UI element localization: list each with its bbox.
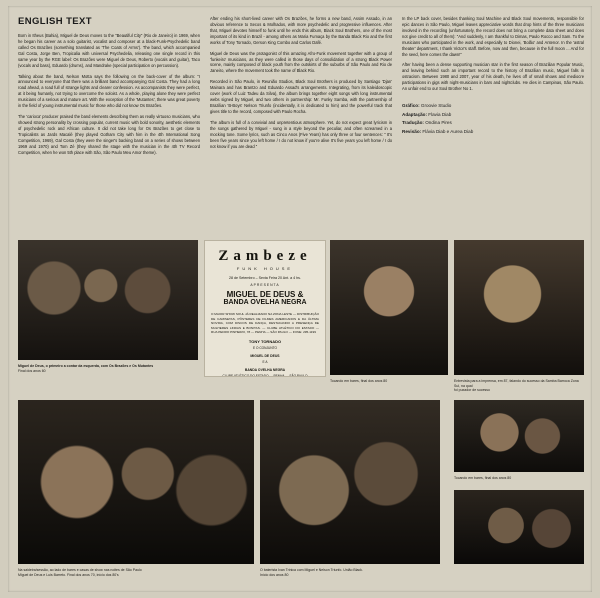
caption-line: Na saideira/sessão, ao lado de bares e casas de show nas noites de São Paulo [18, 568, 142, 572]
poster-date: 28 de Setembro – Sexta Feira 20 Ant. a 4 hs. [229, 276, 301, 280]
poster-sub-3: MIGUEL DE DEUS [250, 353, 280, 358]
sleeve-inner-panel [8, 6, 592, 592]
photo-bars-1 [330, 240, 448, 375]
caption-press [454, 379, 584, 393]
poster-venue: CLUBE ATLÉTICO DO ESTADO — PENHA — SÃO PAULO [222, 373, 308, 377]
paragraph: Miguel de Deus was the protagonist of this amazing Afro-Funk movement together with a group of 'funkeiro' musicians, as they were called in those days of consolidation of a strong Black Power scene, mainly composed of black youth from the outskirts of the suburbs of São Paulo and Rio de Janeiro, where the movement took the name of Black Rio. [210, 50, 392, 74]
caption-barranco [18, 568, 254, 577]
caption-trio [260, 568, 440, 577]
text-column-3 [402, 16, 584, 234]
credit-value: Flávia Diab e Aurea Diab [421, 128, 474, 134]
paragraph: After ending his short-lived career with Os Brazões, he forms a new band, Assim Assado, in an obvious reference to Secos & Molhados, with more psychedelic and progressive influences. After that, Miguel devotes himself to funk until he ends this album, Black Soul Brothers, one of the most important of its kind in Brazil - among others as Maria Fumaça by the Banda Black Rio and the first works of Tony Tornado, Gerson King Combo and Carlos Dafé. [210, 16, 392, 45]
caption-line: Tocando em bares, final dos anos 80 [330, 379, 388, 383]
poster-artist-2: BANDA OVELHA NEGRA [223, 299, 307, 307]
text-column-2 [210, 16, 392, 234]
paragraph: Recorded in São Paulo, in Reunião Studios, Black Soul Brothers is produced by Santiago 'Djan' Mainara and has Brantzo and Eduardo Assad's arrangements. Integrating, from its kaleidoscopic cover (work of Luiz Tadeu da Silva), the album brings together eight songs with long instrumental webs signed by Miguel, and two others in partnership: Mr. Funky Samba, with the partnership of Brazilian 'B-Boys' Nelson Triunfo (incidentally, it is dedicated to him) and the powerful track that gives title to the record, composed with Paulo Rocha. [210, 79, 392, 114]
photo-barranco [18, 400, 254, 564]
caption-line: Miguel de Deus, o primeiro a contar da esquerda, com Os Brazões e Os Mutantes [18, 364, 154, 368]
poster-subtitle: FUNK HOUSE [236, 266, 294, 271]
paragraph: The album is full of a convivial and unpretentious atmosphere. Yet, do not expect great lyricism in the songs gathered by Miguel - sung in a style beyond the peculiar, and often screamed in a mocking tone. Some lyrics, such as Cinco Anos (Five Years) has only three or four sentences: " It's been five years since you left home / I do not know if you're alive It's five years you left home / I do not know if you are dead " [210, 119, 392, 149]
text-column-1 [18, 16, 200, 234]
credit-value: Ondina Pires [423, 120, 452, 126]
paragraph: After having been a dense supporting musician star in the first season of Brazilian Popular Music, and leaving behind such an important record to the history of Brazilian music, Miguel falls in ostracism. Between 1980 and 2007, year of his death, he lives off of small shows and mediocre participations in gigs with night-musicians in bars and nightclubs. He dies in Campinas, São Paulo. An unfair end to our Soul Brother No 1. [402, 62, 584, 92]
liner-notes [18, 16, 584, 234]
credit-label: Revisão: [402, 128, 422, 134]
poster-sub-1: TONY TORNADO [248, 338, 282, 344]
page-title: ENGLISH TEXT [18, 16, 92, 27]
photo-bars-2 [454, 400, 584, 472]
credit-label: Gráfico: [402, 103, 420, 109]
credit-label: Adaptação: [402, 111, 428, 117]
photo-trio [260, 400, 440, 564]
poster-presents: APRESENTA [250, 283, 280, 287]
photo-gallery [18, 240, 584, 590]
caption-line: foi puxador de sucesso [454, 388, 490, 393]
caption-band-60s [18, 364, 198, 373]
paragraph: Talking about the band, Nelson Motta says the following on the back-cover of the album: "I announced to everyone that there was a brilliant band accompanying Gal Costa. They had a long road ahead, a road full of strange lights and clearer confession. As accompanists they were perfect, at it being humanly, not trying to overcome the soloist. As a whole, playing alone they were perfect musicians of a serious and mature art. With the exception of the 'Mutantes', there was great poverty in the field of young instrumental music for those who did not know Os Brazões. [18, 73, 200, 109]
poster-sub-5: BANDA OVELHA NEGRA [244, 367, 286, 372]
caption-line: Final dos anos 60 [18, 368, 46, 373]
poster-sub-2: E O CONJUNTO [252, 345, 278, 350]
caption-line: Início dos anos 80 [260, 572, 289, 577]
credit-label: Tradução: [402, 120, 424, 126]
poster-artist-1: MIGUEL DE DEUS & [226, 290, 304, 299]
credit-value: Flavia Diab [427, 111, 452, 117]
photo-band-60s [18, 240, 198, 360]
paragraph: In the LP back cover, besides thanking Soul Machine and Black Soul movements, responsible for epic dances in São Paulo, Miguel leaves appreciative words that drop hints of the three musicians involved in the recording (unfortunately, the record does not bring a complete data sheet and does not give credit to all of them): "And suddenly, I am thankful to Dimas, Paulo Rocco and Sam. To the musicians who participated in the work, and especially to Dionei, 'Bolão' and Antenor. In the 'astral theater' department, I thank Victor's staff. Before, now and then, because in the full moon ... And for the seed, here comes the dawn!" [402, 16, 584, 57]
concert-poster [204, 240, 326, 377]
credit-value: Groovie Studio [419, 103, 452, 109]
caption-bars-2 [454, 476, 584, 481]
caption-line: O baterista Ivan Trinica com Miguel e Nelson Triunfo. União Black. [260, 568, 363, 572]
photo-bars-3 [454, 490, 584, 564]
paragraph: The 'carioca' producer praised the band elements describing them as really virtuoso musicians, who showed strong personality by crossing popular, current music with bold sonority, aesthetic elements of psychedelic rock and African culture. It did not take long for Os Brazões to get close to Tropicalists as Jards Macalé (they played Gotham City with him in the 4th International Song Competition, 1969), Gal Costa (they were the singer's backing band on a series of shows between 1969 and 1970) and Tom Zé (they shared the stage with the musician in the 4th TV Record Competition, when he won 5th place with São, São Paulo Meu Amor theme). [18, 114, 200, 155]
caption-bars-1 [330, 379, 448, 384]
paragraph: Born in Itheus (Bahia), Miguel de Deus moves to the "Beautiful City" (Rio de Janeiro) in 1969, when he began his career as a solo guitarist, vocalist and composer at a black-Funk-Psychedelic band called Os Brazões (something translated as 'The Coats of Arms'). The band, which accompanied Gal Costa, Jorge Ben, Tropicalia with universal Psychedelia, releasing one single record in this same year by the RGE label: Os Brazões were Miguel de Deus, Roberto (vocals and guitar), Taco (vocals and bass), Eduardo (drums), and Mandrake (special participation on percussion). [18, 33, 200, 68]
poster-body: O MAIOR SHOW SOUL JÁ REALIZADO NA ZONA LESTE — DISTRIBUIÇÃO DE CAMISETAS, PÔSTERES DE FILMES AMERICANOS E DA ÚLTIMA NOVIDA, COM DISCOS DE DANÇA, DESTACANDO A PRESENÇA DE MULHERES LINDAS E BONITAS. — CLUBE ATLÉTICO DO ESTADO — RUA PEDRO PINHEIRO, 78 — PENHA — SÃO PAULO — FONE: 295-1199 [211, 312, 319, 335]
photo-press-interview [454, 240, 584, 375]
poster-sub-4: E A [262, 359, 268, 364]
caption-line: Entrevista para a imprensa, em 87, falando do sucesso da Samba Barroca Zona Sul, na qual [454, 379, 579, 388]
poster-title: Zambeze [218, 248, 312, 264]
credits-block [402, 102, 584, 135]
caption-line: Miguel de Deus e Luis Barreto. Final dos anos 70, início dos 80's [18, 572, 119, 577]
caption-line: Tocando em bares, final dos anos 80 [454, 476, 512, 480]
